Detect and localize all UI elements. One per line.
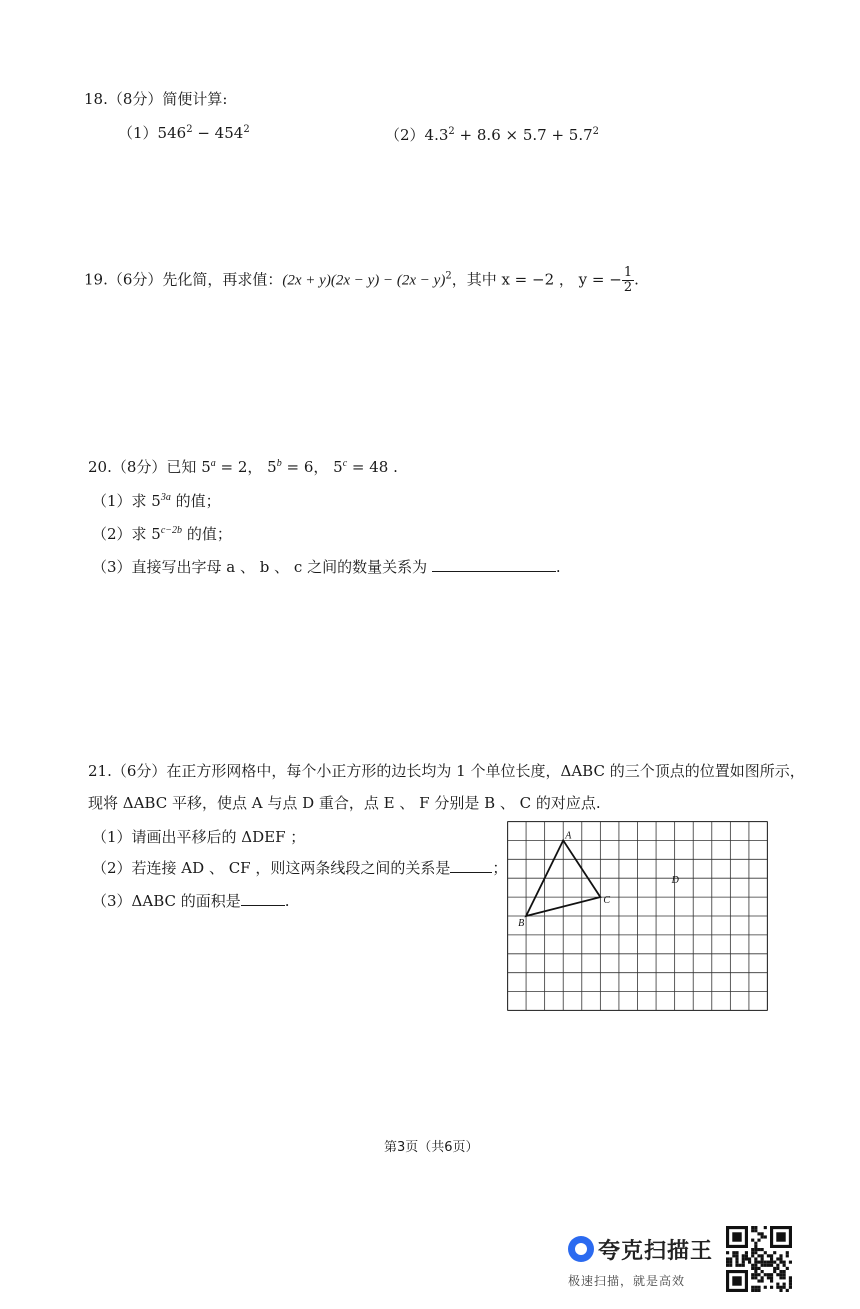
- qr-module: [726, 1257, 729, 1260]
- qr-module: [761, 1248, 764, 1251]
- qr-module: [789, 1261, 792, 1264]
- qr-module: [751, 1251, 754, 1254]
- q20-sub2: [92, 523, 232, 544]
- qr-module: [761, 1257, 764, 1260]
- qr-module: [754, 1289, 757, 1292]
- qr-module: [761, 1270, 764, 1273]
- qr-module: [757, 1248, 760, 1251]
- qr-module: [783, 1283, 786, 1286]
- qr-module: [764, 1264, 767, 1267]
- q20-sub1: [92, 490, 221, 511]
- qr-module: [754, 1261, 757, 1264]
- qr-module: [770, 1276, 773, 1279]
- q21-sub3: [92, 890, 290, 911]
- qr-module: [764, 1251, 767, 1254]
- qr-module: [786, 1251, 789, 1254]
- qr-module: [779, 1261, 782, 1264]
- qr-module: [754, 1242, 757, 1245]
- qr-module: [789, 1276, 792, 1279]
- q19-fraction: [622, 266, 634, 295]
- qr-module: [770, 1264, 773, 1267]
- q20-eq1: [201, 458, 262, 476]
- qr-module: [789, 1286, 792, 1289]
- qr-module: [735, 1251, 738, 1254]
- qr-module: [776, 1283, 779, 1286]
- qr-module: [726, 1251, 729, 1254]
- qr-module: [751, 1239, 754, 1242]
- qr-module: [757, 1289, 760, 1292]
- qr-module: [761, 1276, 764, 1279]
- qr-module: [754, 1276, 757, 1279]
- qr-module: [783, 1270, 786, 1273]
- q21-sub2-end: ；: [492, 859, 508, 877]
- qr-module: [764, 1235, 767, 1238]
- q20-eq3-rest: = 48 .: [347, 458, 398, 476]
- qr-module: [748, 1257, 751, 1260]
- qr-module: [783, 1276, 786, 1279]
- qr-module: [754, 1270, 757, 1273]
- qr-module: [783, 1273, 786, 1276]
- q21-sub2-blank[interactable]: [450, 871, 492, 873]
- qr-module: [732, 1254, 735, 1257]
- qr-module: [742, 1261, 745, 1264]
- q20-eq1-exp: a: [210, 458, 216, 469]
- q18-part1-exp1: 2: [186, 124, 193, 135]
- qr-module: [770, 1286, 773, 1289]
- qr-module: [729, 1261, 732, 1264]
- q21-heading: 21.（6分）在正方形网格中，每个小正方形的边长均为 1 个单位长度，ΔABC 的三个顶点的位置如图所示，: [88, 762, 805, 780]
- q19-line: [84, 266, 639, 295]
- qr-module: [789, 1279, 792, 1282]
- q20-sub1-post: 的值；: [170, 492, 221, 510]
- qr-module: [735, 1264, 738, 1267]
- qr-module: [786, 1254, 789, 1257]
- qr-module: [779, 1257, 782, 1260]
- qr-module: [764, 1273, 767, 1276]
- qr-module: [742, 1257, 745, 1260]
- qr-module: [779, 1276, 782, 1279]
- qr-module: [786, 1289, 789, 1292]
- qr-module: [757, 1279, 760, 1282]
- q19-condition: ，其中 x = −2 ， y = −: [451, 270, 622, 289]
- qr-module: [767, 1276, 770, 1279]
- qr-module: [764, 1286, 767, 1289]
- qr-module: [751, 1248, 754, 1251]
- qr-module: [751, 1273, 754, 1276]
- qr-module: [779, 1289, 782, 1292]
- qr-module: [735, 1254, 738, 1257]
- qr-module: [761, 1264, 764, 1267]
- qr-module: [751, 1226, 754, 1229]
- qr-module: [754, 1286, 757, 1289]
- q20-sub1-exp: 3a: [160, 492, 171, 503]
- q19-fraction-denominator: 2: [623, 280, 633, 295]
- point-label-c: C: [603, 895, 611, 907]
- qr-module: [770, 1257, 773, 1260]
- q18-part1: [118, 122, 250, 143]
- qr-module: [754, 1264, 757, 1267]
- qr-module: [786, 1267, 789, 1270]
- qr-module: [754, 1257, 757, 1260]
- q19-expression: (2x + y)(2x − y) − (2x − y): [282, 272, 446, 289]
- q20-sub2-post: 的值；: [182, 525, 232, 543]
- qr-module: [748, 1261, 751, 1264]
- qr-module: [770, 1254, 773, 1257]
- q20-sub1-pre: （1）求 5: [92, 492, 161, 510]
- qr-module: [751, 1267, 754, 1270]
- q18-part1-base1: 546: [157, 124, 187, 142]
- qr-module: [745, 1251, 748, 1254]
- q18-part1-base2: 454: [214, 124, 244, 142]
- q21-sub3-end: .: [284, 892, 290, 910]
- point-label-b: B: [518, 918, 525, 929]
- qr-module: [773, 1261, 776, 1264]
- qr-module: [735, 1257, 738, 1260]
- qr-module: [739, 1264, 742, 1267]
- q21-sub2: [92, 857, 507, 878]
- q20-sub2-exp: c−2b: [160, 525, 183, 536]
- q20-eq1-base: 5: [201, 458, 211, 476]
- qr-module: [764, 1226, 767, 1229]
- qr-module: [726, 1264, 729, 1267]
- qr-module: [754, 1248, 757, 1251]
- q20-eq3-base: 5: [333, 458, 343, 476]
- qr-module: [770, 1273, 773, 1276]
- q18-part2-term2: + 8.6 × 5.7 + 5.7: [454, 126, 593, 144]
- q18-part1-label: （1）: [118, 124, 158, 142]
- qr-module: [761, 1254, 764, 1257]
- qr-module: [732, 1276, 741, 1285]
- qr-module: [761, 1261, 764, 1264]
- q18-part2-exp1: 2: [448, 126, 455, 137]
- q20-sub3-text: （3）直接写出字母 a 、 b 、 c 之间的数量关系为: [92, 558, 428, 576]
- qr-module: [776, 1232, 785, 1241]
- qr-module: [761, 1232, 764, 1235]
- quark-logo-icon: [568, 1236, 594, 1262]
- qr-module: [767, 1273, 770, 1276]
- qr-module: [745, 1257, 748, 1260]
- q21-sub3-blank[interactable]: [241, 904, 285, 906]
- qr-module: [732, 1232, 741, 1241]
- qr-module: [776, 1257, 779, 1260]
- qr-module: [732, 1251, 735, 1254]
- q20-answer-blank[interactable]: [432, 570, 556, 572]
- q20-heading: 20.（8分）已知: [88, 458, 197, 476]
- qr-module: [729, 1264, 732, 1267]
- qr-module: [779, 1270, 782, 1273]
- q18-heading: 18.（8分）简便计算:: [84, 90, 228, 108]
- qr-module: [770, 1261, 773, 1264]
- qr-module: [754, 1226, 757, 1229]
- qr-module: [767, 1254, 770, 1257]
- q21-sub1: （1）请画出平移后的 ΔDEF ；: [92, 828, 306, 846]
- q20-eq2-rest: = 6，: [281, 458, 329, 476]
- qr-module: [729, 1257, 732, 1260]
- qr-module: [776, 1286, 779, 1289]
- qr-module: [773, 1270, 776, 1273]
- qr-module: [751, 1276, 754, 1279]
- qr-module: [761, 1235, 764, 1238]
- qr-module: [776, 1273, 779, 1276]
- qr-code-icon: [726, 1226, 792, 1292]
- qr-module: [757, 1286, 760, 1289]
- scanner-slogan: 极速扫描，就是高效: [568, 1274, 686, 1288]
- q18-part1-exp2: 2: [243, 124, 250, 135]
- qr-module: [742, 1264, 745, 1267]
- q20-eq3: [333, 458, 398, 476]
- q21-sub2-text: （2）若连接 AD 、 CF ，则这两条线段之间的关系是: [92, 859, 451, 877]
- qr-module: [757, 1273, 760, 1276]
- qr-module: [742, 1254, 745, 1257]
- grid-svg: [507, 821, 768, 1011]
- qr-module: [761, 1279, 764, 1282]
- qr-module: [779, 1273, 782, 1276]
- q20-sub3-end: .: [555, 558, 561, 576]
- q19-end: .: [634, 270, 639, 289]
- qr-module: [764, 1261, 767, 1264]
- q21-sub3-text: （3）ΔABC 的面积是: [92, 892, 241, 910]
- qr-module: [751, 1254, 754, 1257]
- q19-heading: 19.（6分）先化简，再求值：: [84, 270, 283, 289]
- q18-part2-label: （2）: [385, 126, 425, 144]
- qr-module: [757, 1267, 760, 1270]
- q18-part2: [385, 124, 599, 145]
- q20-sub2-pre: （2）求 5: [92, 525, 161, 543]
- q20-eq2-exp: b: [276, 458, 282, 469]
- qr-module: [757, 1254, 760, 1257]
- qr-module: [757, 1232, 760, 1235]
- q21-line2: 现将 ΔABC 平移，使点 A 与点 D 重合，点 E 、 F 分别是 B 、 C 的对应点.: [88, 794, 601, 812]
- qr-module: [751, 1286, 754, 1289]
- qr-module: [767, 1264, 770, 1267]
- qr-module: [745, 1254, 748, 1257]
- qr-module: [779, 1286, 782, 1289]
- qr-module: [783, 1261, 786, 1264]
- qr-module: [754, 1267, 757, 1270]
- scanner-watermark: [568, 1226, 798, 1292]
- qr-module: [773, 1251, 776, 1254]
- qr-module: [754, 1229, 757, 1232]
- q19-fraction-numerator: 1: [623, 265, 633, 280]
- q20-eq2: [267, 458, 328, 476]
- q20-eq1-rest: = 2，: [215, 458, 263, 476]
- q19-exponent: 2: [445, 270, 452, 282]
- qr-module: [726, 1261, 729, 1264]
- q20-sub3: [92, 556, 561, 577]
- qr-module: [757, 1261, 760, 1264]
- point-label-d: D: [671, 875, 679, 887]
- qr-module: [783, 1286, 786, 1289]
- qr-module: [754, 1251, 757, 1254]
- q18-part2-term1: 4.3: [424, 126, 449, 144]
- page-number: 第3页（共6页）: [384, 1140, 479, 1155]
- qr-module: [776, 1267, 779, 1270]
- qr-module: [783, 1264, 786, 1267]
- q20-heading-line: [88, 456, 398, 477]
- qr-module: [770, 1279, 773, 1282]
- q18-part1-op: −: [192, 124, 215, 142]
- qr-module: [751, 1229, 754, 1232]
- q18-part2-exp2: 2: [592, 126, 600, 137]
- triangle-grid-figure: [507, 821, 768, 1011]
- qr-module: [757, 1239, 760, 1242]
- qr-module: [776, 1264, 779, 1267]
- qr-module: [754, 1273, 757, 1276]
- qr-module: [779, 1254, 782, 1257]
- qr-module: [754, 1245, 757, 1248]
- qr-module: [751, 1264, 754, 1267]
- qr-module: [773, 1267, 776, 1270]
- qr-module: [789, 1283, 792, 1286]
- point-label-a: A: [565, 830, 572, 842]
- q20-eq3-exp: c: [342, 458, 348, 469]
- qr-module: [767, 1261, 770, 1264]
- scanner-brand: 夸克扫描王: [598, 1239, 714, 1264]
- q20-eq2-base: 5: [267, 458, 277, 476]
- qr-module: [735, 1261, 738, 1264]
- qr-module: [751, 1289, 754, 1292]
